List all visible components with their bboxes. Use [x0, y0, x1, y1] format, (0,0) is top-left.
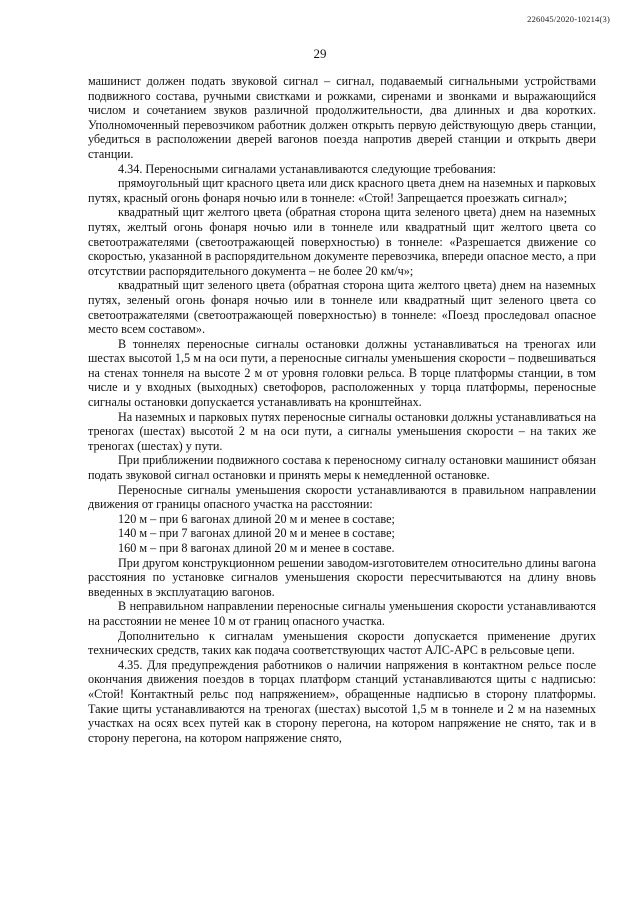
paragraph: При другом конструкционном решении заводом-изготовителем относительно длины вагона расстояния по установке сигналов уменьшения скорости пересчитываются на длину вновь введенных в эксплуатацию вагонов.	[88, 555, 596, 599]
paragraph: 4.35. Для предупреждения работников о наличии напряжения в контактном рельсе после окончания движения поездов в торцах платформ станций устанавливаются щиты с надписью: «Стой! Контактный рельс под напряжением», обращенные надписью в сторону платформы. Такие щиты устанавливаются на треногах (шестах) высотой 1,5 м в тоннеле и 2 м на наземных участках на осях всех путей как в сторону перегона, на котором напряжение не снято, так и в сторону перегона, на котором напряжение снято,	[88, 657, 596, 745]
paragraph: квадратный щит зеленого цвета (обратная сторона щита желтого цвета) днем на наземных путях, зеленый огонь фонаря ночью или в тоннеле или квадратный щит зеленого цвета со светоотражателями (светоотражающей поверхностью) в тоннеле: «Поезд проследовал опасное место всем составом».	[88, 278, 596, 337]
paragraph: В неправильном направлении переносные сигналы уменьшения скорости устанавливаются на расстоянии не менее 10 м от границ опасного участка.	[88, 599, 596, 628]
list-item: 160 м – при 8 вагонах длиной 20 м и менее в составе.	[118, 541, 395, 555]
list-item: 120 м – при 6 вагонах длиной 20 м и менее в составе;	[118, 511, 395, 526]
paragraph: Переносные сигналы уменьшения скорости устанавливаются в правильном направлении движения от границы опасного участка на расстоянии:	[88, 482, 596, 512]
list-item: 140 м – при 7 вагонах длиной 20 м и менее в составе;	[118, 526, 395, 541]
paragraph: При приближении подвижного состава к переносному сигналу остановки машинист обязан подать звуковой сигнал остановки и принять меры к немедленной остановке.	[88, 453, 596, 483]
document-number: 226045/2020-10214(3)	[527, 14, 610, 24]
paragraph: машинист должен подать звуковой сигнал – сигнал, подаваемый сигнальными устройствами подвижного состава, ручными свистками и рожками, сиренами и звонками и выражающийся числом и сочетанием звуков различной продолжительности, два длинных и два коротких. Уполномоченный перевозчиком работник должен открыть первую действующую дверь станции, убедиться в расположении дверей вагонов поезда напротив дверей станции и открыть двери станции.	[88, 74, 596, 161]
paragraph: 4.34. Переносными сигналами устанавливаются следующие требования:	[118, 161, 497, 176]
document-body	[88, 74, 596, 745]
page-number: 29	[313, 46, 327, 61]
paragraph: На наземных и парковых путях переносные сигналы остановки должны устанавливаться на треногах (шестах) высотой 2 м на оси пути, а сигналы уменьшения скорости – на таких же треногах (шестах) у пути.	[88, 409, 596, 453]
paragraph: прямоугольный щит красного цвета или диск красного цвета днем на наземных и парковых путях, красный огонь фонаря ночью или в тоннеле: «Стой! Запрещается проезжать сигнал»;	[88, 176, 596, 205]
paragraph: Дополнительно к сигналам уменьшения скорости допускается применение других технических средств, таких как подача соответствующих частот АЛС-АРС в рельсовые цепи.	[88, 628, 596, 658]
paragraph: квадратный щит желтого цвета (обратная сторона щита зеленого цвета) днем на наземных путях, желтый огонь фонаря ночью или в тоннеле или квадратный щит желтого цвета со светоотражателями (светоотражающей поверхностью) в тоннеле: «Разрешается движение со скоростью, указанной в распорядительном документе перевозчика, впереди опасное место, а при отсутствии распорядительного документа – не более 20 км/ч»;	[88, 205, 596, 278]
paragraph: В тоннелях переносные сигналы остановки должны устанавливаться на треногах или шестах высотой 1,5 м на оси пути, а переносные сигналы уменьшения скорости – подвешиваться на стенах тоннеля на высоте 2 м от уровня головки рельса. В торце платформы станции, в том числе и у входных (выходных) светофоров, расположенных у торца платформы, переносные сигналы остановки допускается устанавливать на кронштейнах.	[88, 336, 596, 410]
